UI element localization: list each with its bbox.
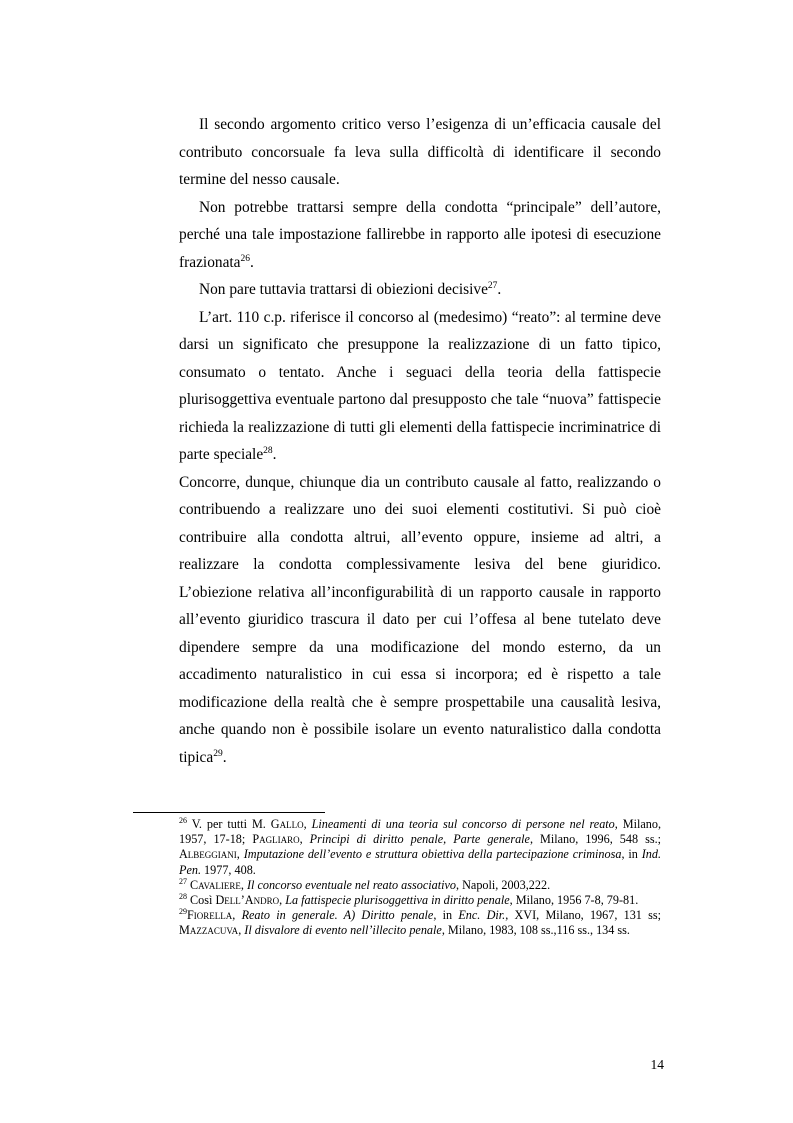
footnote-29-sep-a: , xyxy=(232,908,242,923)
footnote-ref-29[interactable]: 29 xyxy=(213,748,223,759)
footnote-27-mark: 27 xyxy=(179,876,187,886)
paragraph-2-end: . xyxy=(250,253,254,271)
footnotes xyxy=(179,817,661,939)
footnote-26-author-a: Gallo xyxy=(270,817,304,831)
footnote-28-sep: , xyxy=(279,893,286,908)
footnote-29-sep-b: , xyxy=(238,923,245,938)
footnote-26-journal: Ind. Pen. xyxy=(179,847,662,877)
footnote-ref-26[interactable]: 26 xyxy=(240,253,251,264)
footnote-29-author-b: Mazzacuva xyxy=(179,923,239,938)
paragraph-5-end: . xyxy=(222,748,227,766)
page-number: 14 xyxy=(650,1057,664,1072)
body-text xyxy=(179,111,661,771)
footnote-29-title-a: Reato in generale. A) Diritto penale xyxy=(241,908,434,923)
footnote-27-title: Il concorso eventuale nel reato associativo xyxy=(246,877,457,892)
paragraph-3-text: Non pare tuttavia trattarsi di obiezioni decisive xyxy=(199,281,488,298)
footnote-26-mid-c: , in xyxy=(621,847,642,862)
footnote-28-title: La fattispecie plurisoggettiva in diritto penale xyxy=(285,893,510,908)
footnote-29-journal: Enc. Dir. xyxy=(458,908,506,923)
footnote-29 xyxy=(179,908,661,938)
footnote-28-mark: 28 xyxy=(179,892,187,902)
footnote-29-mark: 29 xyxy=(179,907,187,917)
footnote-27-author: Cavaliere xyxy=(190,877,241,892)
paragraph-2-text: Non potrebbe trattarsi sempre della condotta “principale” dell’autore, perché una tale impostazione fallirebbe in rapporto alle ipotesi di esecuzione frazionata xyxy=(179,198,661,271)
paragraph-4 xyxy=(179,304,661,469)
footnote-26-rest-a: , Milano, 1957, 17-18; xyxy=(179,817,662,847)
footnote-28-author: Dell’Andro xyxy=(215,893,280,908)
footnote-ref-27[interactable]: 27 xyxy=(487,281,498,291)
footnote-29-mid-a: , in xyxy=(433,908,459,923)
footnote-26-mark: 26 xyxy=(179,816,187,825)
footnote-26-title-b: Principi di diritto penale, Parte generale xyxy=(309,832,530,847)
footnote-26-sep-b: , xyxy=(299,832,310,847)
footnote-29-rest-a: , XVI, Milano, 1967, 131 ss; xyxy=(505,908,662,923)
footnote-26-sep-c: , xyxy=(236,847,244,862)
footnote-26-rest-c: 1977, 408. xyxy=(201,862,256,877)
footnote-26-text-a: V. per tutti M. xyxy=(187,817,271,831)
footnote-separator xyxy=(133,812,325,813)
footnote-27-rest: , Napoli, 2003,222. xyxy=(456,877,551,892)
footnote-26 xyxy=(179,817,661,878)
paragraph-5 xyxy=(179,469,661,772)
footnote-27-sep: , xyxy=(240,877,247,892)
paragraph-4-text: L’art. 110 c.p. riferisce il concorso al (medesimo) “reato”: al termine deve darsi un significato che presuppone la realizzazione di un fatto tipico, consumato o tentato. Anche i seguaci della teoria della fattispecie plurisoggettiva eventuale partono dal presupposto che tale “nuova” fattispecie richieda la realizzazione di tutti gli elementi della fattispecie incriminatrice di parte speciale xyxy=(179,308,661,463)
paragraph-1: Il secondo argomento critico verso l’esigenza di un’efficacia causale del contributo concorsuale fa leva sulla difficoltà di identificare il secondo termine del nesso causale. xyxy=(179,116,661,188)
paragraph-3 xyxy=(179,276,661,304)
footnote-26-author-b: Pagliaro xyxy=(252,832,300,847)
footnote-26-author-c: Albeggiani xyxy=(179,847,237,862)
paragraph-5-text: Concorre, dunque, chiunque dia un contributo causale al fatto, realizzando o contribuendo a realizzare uno dei suoi elementi costitutivi. Si può cioè contribuire alla condotta altrui, all’evento oppure, insieme ad altri, a realizzare la condotta complessivamente lesiva del bene giuridico. L’obiezione relativa all’inconfigurabilità di un rapporto causale in rapporto all’evento giuridico trascura il dato per cui l’offesa al bene tutelato deve dipendere sempre da una modificazione del mondo esterno, da un accadimento naturalistico in cui essa si incorpora; ed è rispetto a tale modificazione della realtà che è sempre prospettabile una causalità lesiva, anche quando non è possibile isolare un evento naturalistico dalla condotta tipica xyxy=(179,473,661,766)
footnote-26-sep-a: , xyxy=(303,817,312,831)
paragraph-3-end: . xyxy=(497,281,502,298)
footnote-29-title-b: Il disvalore di evento nell’illecito penale xyxy=(244,923,442,938)
footnote-ref-28[interactable]: 28 xyxy=(263,446,273,456)
footnote-29-rest-b: , Milano, 1983, 108 ss.,116 ss., 134 ss. xyxy=(441,923,630,938)
paragraph-2 xyxy=(179,194,661,277)
paragraph-4-end: . xyxy=(272,446,277,463)
footnote-28-pre: Così xyxy=(187,893,216,908)
footnote-26-rest-b: , Milano, 1996, 548 ss.; xyxy=(529,832,662,847)
footnote-26-title-a: Lineamenti di una teoria sul concorso di persone nel reato xyxy=(311,817,615,831)
footnote-27 xyxy=(179,878,661,893)
footnote-28-rest: , Milano, 1956 7-8, 79-81. xyxy=(509,893,639,908)
footnote-29-author-a: Fiorella xyxy=(187,908,233,923)
footnote-26-title-c: Imputazione dell’evento e struttura obiettiva della partecipazione criminosa xyxy=(243,847,622,862)
footnote-28 xyxy=(179,893,661,908)
